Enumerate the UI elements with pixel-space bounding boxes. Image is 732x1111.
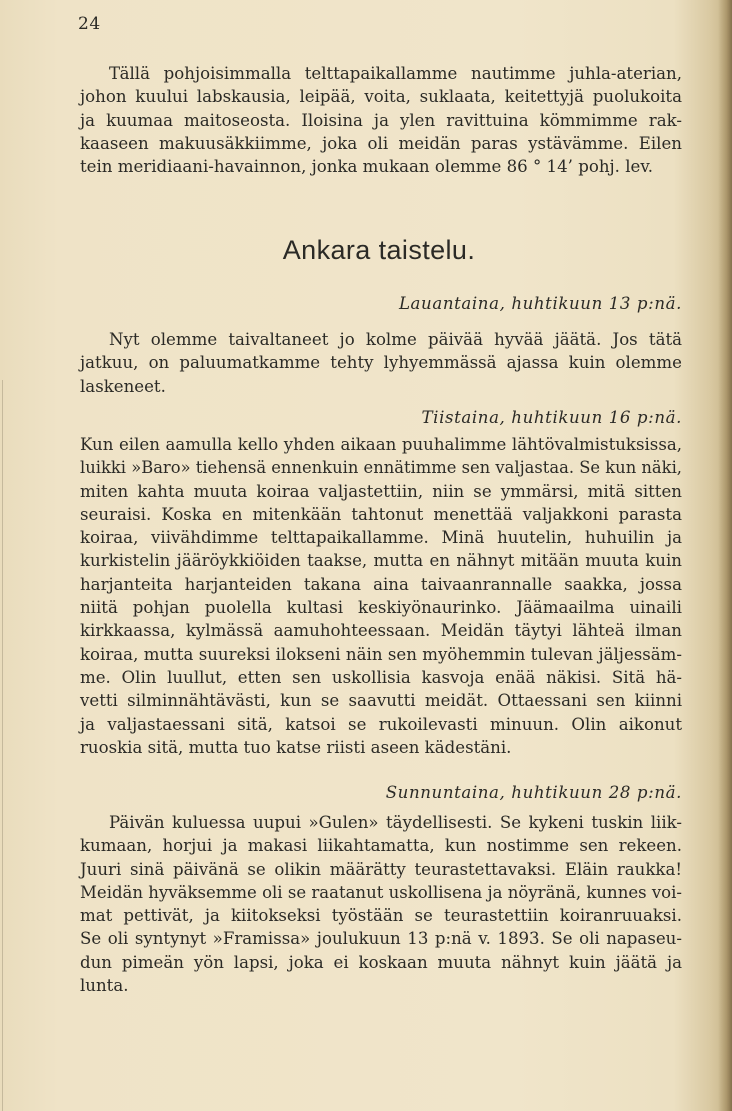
text-line: Juuri sinä päivänä se olikin määrätty teurastettavaksi. Eläin raukka! bbox=[80, 859, 683, 879]
entry-paragraph bbox=[80, 811, 682, 997]
text-line: kurkistelin jääröykkiöiden taakse, mutta en nähnyt mitään muuta kuin bbox=[80, 551, 682, 571]
entry-date: Lauantaina, huhtikuun 13 p:nä. bbox=[398, 294, 682, 313]
text-line: koiraa, mutta suureksi ilokseni näin sen myöhemmin tulevan jäljessäm- bbox=[80, 644, 683, 664]
text-line: luikki »Baro» tiehensä ennenkuin ennätimme sen valjastaa. Se kun näki, bbox=[80, 458, 683, 478]
text-line: harjanteita harjanteiden takana aina taivaanrannalle saakka, jossa bbox=[80, 574, 682, 594]
text-line: Nyt olemme taivaltaneet jo kolme päivää hyvää jäätä. Jos tätä bbox=[109, 330, 683, 349]
entry-date: Sunnuntaina, huhtikuun 28 p:nä. bbox=[385, 783, 682, 802]
entry-paragraph bbox=[80, 433, 682, 759]
entry-paragraph bbox=[80, 328, 682, 398]
text-line: seuraisi. Koska en mitenkään tahtonut menettää valjakkoni parasta bbox=[80, 504, 682, 524]
text-line: kirkkaassa, kylmässä aamuhohteessaan. Meidän täytyi lähteä ilman bbox=[80, 621, 682, 641]
text-line: Tällä pohjoisimmalla telttapaikallamme nautimme juhla-aterian, bbox=[109, 64, 683, 83]
text-line: Kun eilen aamulla kello yhden aikaan puuhalimme lähtövalmistuksissa, bbox=[80, 435, 683, 454]
text-line: Se oli syntynyt »Framissa» joulukuun 13 p:nä v. 1893. Se oli napaseu- bbox=[80, 929, 682, 949]
page-number: 24 bbox=[78, 14, 101, 34]
text-line: tein meridiaani-havainnon, jonka mukaan olemme 86 ° 14’ pohj. lev. bbox=[80, 157, 654, 177]
text-line: vetti silminnähtävästi, kun se saavutti meidät. Ottaessani sen kiinni bbox=[80, 691, 683, 711]
text-line: miten kahta muuta koiraa valjastettiin, niin se ymmärsi, mitä sitten bbox=[80, 481, 682, 501]
text-line: ja valjastaessani sitä, katsoi se rukoilevasti minuun. Olin aikonut bbox=[80, 714, 683, 734]
text-line: johon kuului labskausia, leipää, voita, suklaata, keitettyjä puolukoita bbox=[80, 87, 682, 107]
text-line: kaaseen makuusäkkiimme, joka oli meidän paras ystävämme. Eilen bbox=[80, 133, 682, 153]
text-line: ja kuumaa maitoseosta. Iloisina ja ylen ravittuina kömmimme rak- bbox=[80, 110, 682, 130]
text-line: lunta. bbox=[80, 976, 129, 996]
text-line: koiraa, viivähdimme telttapaikallamme. Minä huutelin, huhuilin ja bbox=[80, 528, 683, 548]
text-line: jatkuu, on paluumatkamme tehty lyhyemmässä ajassa kuin olemme bbox=[80, 353, 682, 373]
text-line: ruoskia sitä, mutta tuo katse riisti aseen kädestäni. bbox=[80, 737, 512, 757]
text-line: dun pimeän yön lapsi, joka ei koskaan muuta nähnyt kuin jäätä ja bbox=[80, 952, 682, 972]
text-line: kumaan, horjui ja makasi liikahtamatta, kun nostimme sen rekeen. bbox=[80, 836, 683, 856]
text-line: niitä pohjan puolella kultasi keskiyönaurinko. Jäämaailma uinaili bbox=[80, 598, 682, 618]
page-edge-shadow bbox=[718, 0, 732, 1111]
intro-paragraph bbox=[80, 62, 682, 178]
page-left-margin-line bbox=[2, 380, 3, 1111]
text-line: Meidän hyväksemme oli se raatanut uskollisena ja nöyränä, kunnes voi- bbox=[80, 882, 682, 902]
text-line: Päivän kuluessa uupui »Gulen» täydellisesti. Se kykeni tuskin liik- bbox=[109, 813, 683, 832]
text-line: mat pettivät, ja kiitokseksi työstään se teurastettiin koiranruuaksi. bbox=[80, 906, 682, 926]
entry-date: Tiistaina, huhtikuun 16 p:nä. bbox=[421, 408, 682, 427]
chapter-heading: Ankara taistelu. bbox=[282, 235, 476, 265]
text-line: laskeneet. bbox=[80, 376, 166, 396]
text-line: me. Olin luullut, etten sen uskollisia kasvoja enää näkisi. Sitä hä- bbox=[80, 667, 683, 687]
